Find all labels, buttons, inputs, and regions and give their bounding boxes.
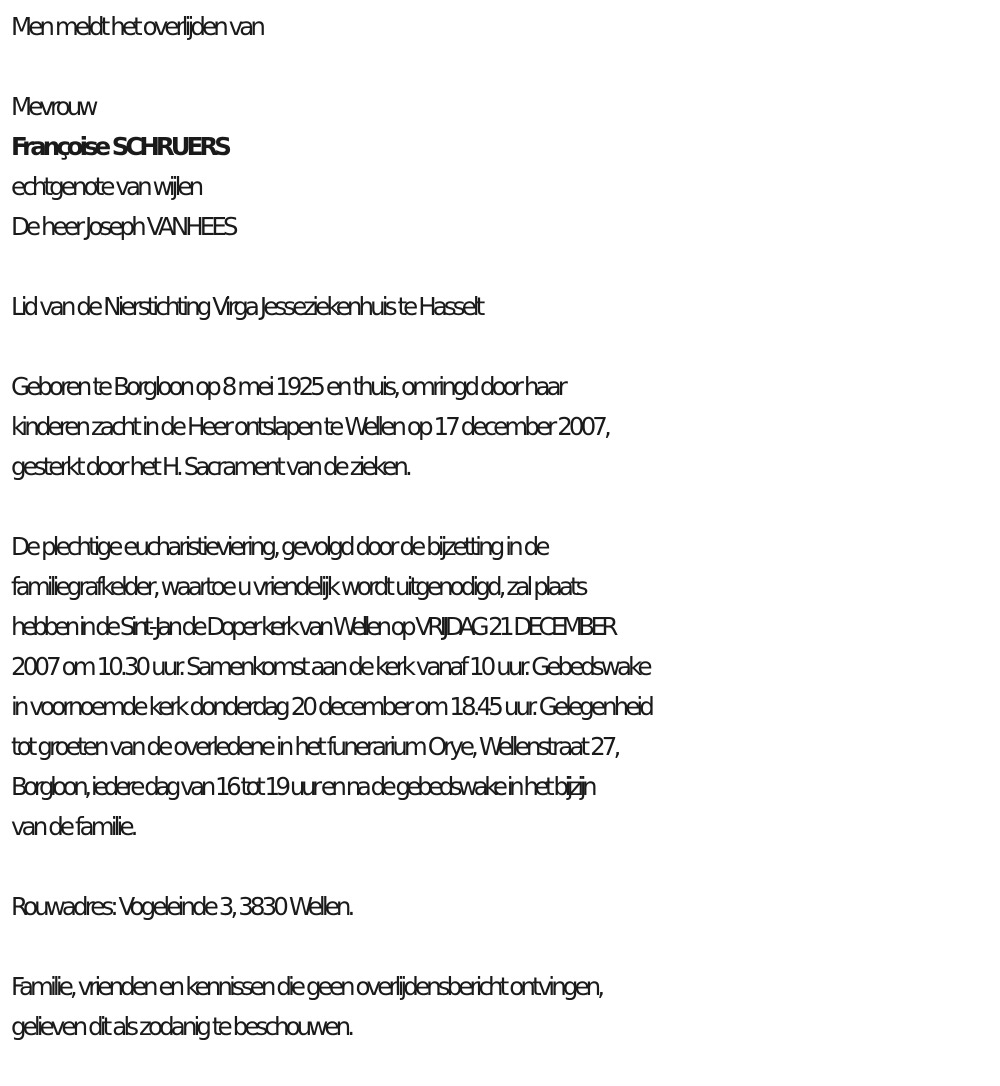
paragraph-line: Borgloon, iedere dag van 16 tot 19 uur en na de gebedswake in het bijzijn <box>11 772 594 801</box>
paragraph-line: gelieven dit als zodanig te beschouwen. <box>11 1012 352 1041</box>
deceased-relation: echtgenote van wijlen <box>11 172 201 201</box>
ceremony-paragraph <box>11 527 1000 847</box>
paragraph-line: van de familie. <box>11 812 135 841</box>
spacer <box>11 927 1000 967</box>
closing-paragraph <box>11 967 1000 1047</box>
paragraph-line: kinderen zacht in de Heer ontslapen te Wellen op 17 december 2007, <box>11 412 608 441</box>
birth-death-paragraph <box>11 367 1000 487</box>
paragraph-line: 2007 om 10.30 uur. Samenkomst aan de kerk vanaf 10 uur. Gebedswake <box>11 652 649 681</box>
paragraph-line: De plechtige eucharistieviering, gevolgd door de bijzetting in de <box>11 532 547 561</box>
spacer <box>11 327 1000 367</box>
spouse-name: De heer Joseph VANHEES <box>11 212 235 241</box>
paragraph-line: hebben in de Sint-Jan de Doper kerk van Wellen op VRIJDAG 21 DECEMBER <box>11 612 614 641</box>
intro-text: Men meldt het overlijden van <box>11 12 263 41</box>
paragraph-line: familiegrafkelder, waartoe u vriendelijk wordt uitgenodigd, zal plaats <box>11 572 585 601</box>
membership-text: Lid van de Nierstichting Virga Jesseziekenhuis te Hasselt <box>11 292 482 321</box>
paragraph-line: Geboren te Borgloon op 8 mei 1925 en thuis, omringd door haar <box>11 372 564 401</box>
deceased-title: Mevrouw <box>11 92 95 121</box>
paragraph-line: gesterkt door het H. Sacrament van de zieken. <box>11 452 409 481</box>
spacer <box>11 487 1000 527</box>
spacer <box>11 847 1000 887</box>
mourning-address: Rouwadres: Vogeleinde 3, 3830 Wellen. <box>11 892 352 921</box>
spacer <box>11 247 1000 287</box>
paragraph-line: tot groeten van de overledene in het funerarium Orye, Wellenstraat 27, <box>11 732 618 761</box>
paragraph-line: Familie, vrienden en kennissen die geen overlijdensbericht ontvingen, <box>11 972 602 1001</box>
paragraph-line: in voornoemde kerk donderdag 20 december om 18.45 uur. Gelegenheid <box>11 692 651 721</box>
spacer <box>11 47 1000 87</box>
deceased-name: Françoise SCHRUERS <box>11 132 228 161</box>
